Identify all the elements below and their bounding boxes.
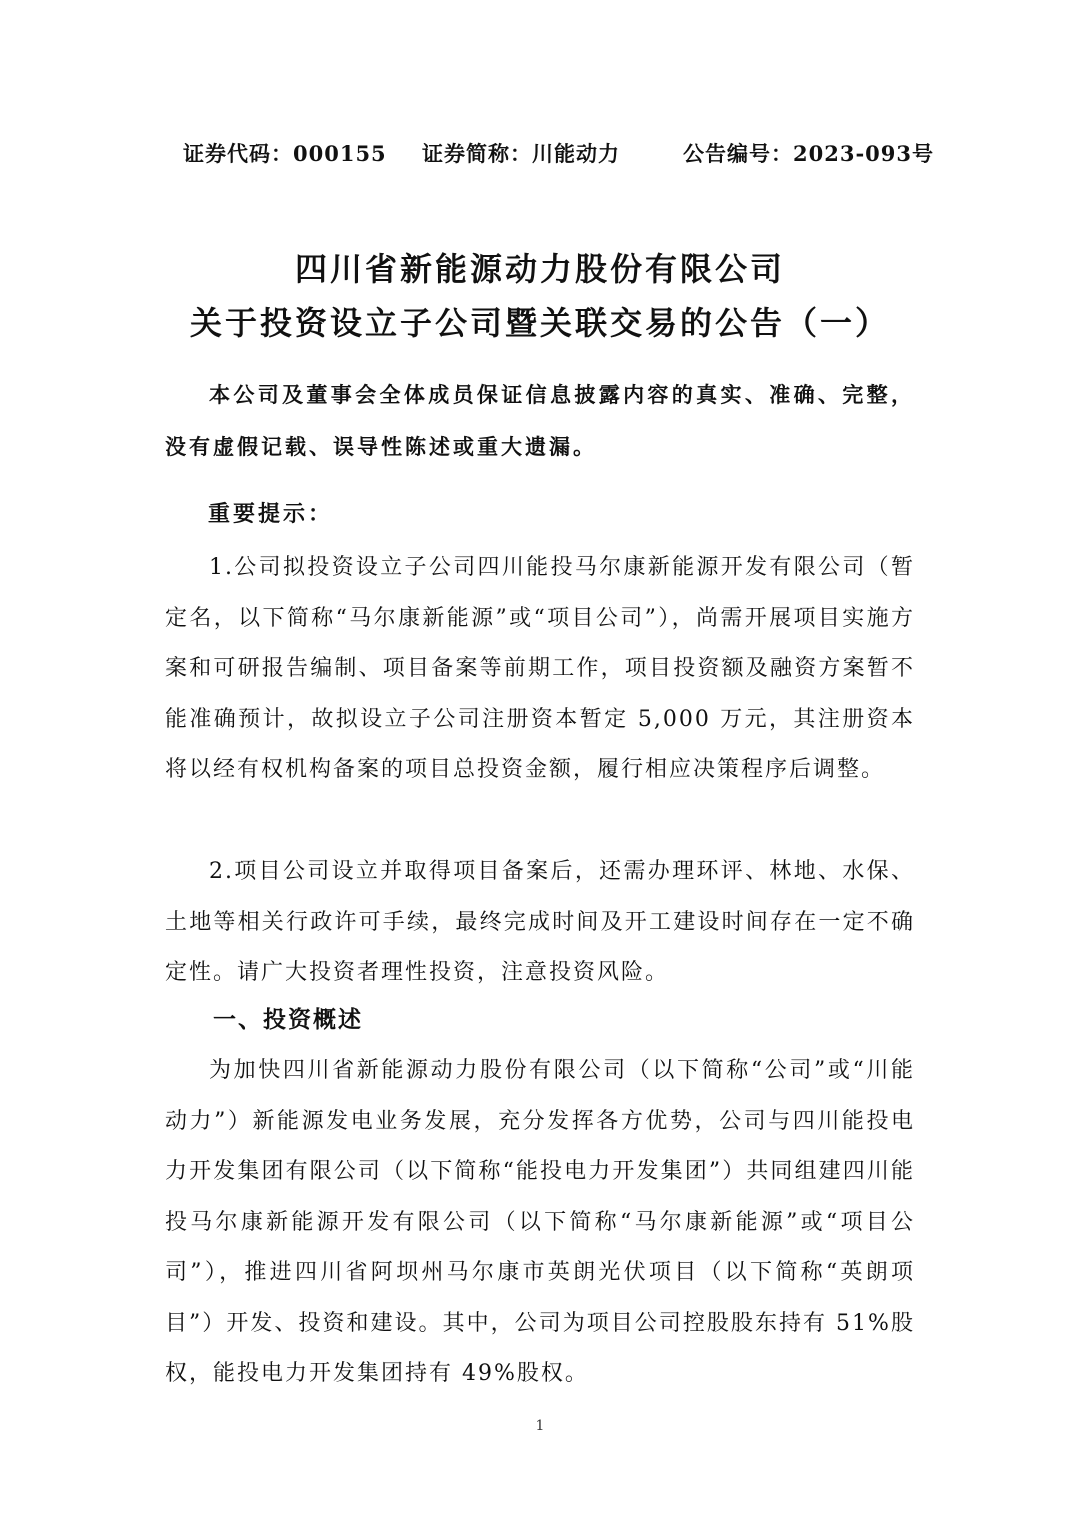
board-statement: 本公司及董事会全体成员保证信息披露内容的真实、准确、完整，没有虚假记载、误导性陈述或重大遗漏。 <box>165 382 915 459</box>
important-tips-heading: 重要提示： <box>208 501 334 527</box>
section-heading: 一、投资概述 <box>213 1006 363 1033</box>
announcement-title: 关于投资设立子公司暨关联交易的公告（一） <box>189 304 890 342</box>
security-code: 证券代码：000155 <box>183 141 387 166</box>
company-title: 四川省新能源动力股份有限公司 <box>294 250 785 288</box>
overview-paragraph: 为加快四川省新能源动力股份有限公司（以下简称“公司”或“川能动力”）新能源发电业务发展，充分发挥各方优势，公司与四川能投电力开发集团有限公司（以下简称“能投电力开发集团”）共同组建四川能投马尔康新能源开发有限公司（以下简称“马尔康新能源”或“项目公司”），推进四川省阿坝州马尔康市英朗光伏项目（以下简称“英朗项目”）开发、投资和建设。其中，公司为项目公司控股股东持有 51%股权，能投电力开发集团持有 49%股权。 <box>165 1058 915 1386</box>
security-name: 证券简称：川能动力 <box>422 141 620 166</box>
tip-item: 1.公司拟投资设立子公司四川能投马尔康新能源开发有限公司（暂定名，以下简称“马尔康新能源”或“项目公司”），尚需开展项目实施方案和可研报告编制、项目备案等前期工作，项目投资额及融资方案暂不能准确预计，故拟设立子公司注册资本暂定 5,000 万元，其注册资本将以经有权机构备案的项目总投资金额，履行相应决策程序后调整。 <box>165 555 915 782</box>
tip-item: 2.项目公司设立并取得项目备案后，还需办理环评、林地、水保、土地等相关行政许可手续，最终完成时间及开工建设时间存在一定不确定性。请广大投资者理性投资，注意投资风险。 <box>165 859 915 985</box>
announcement-number: 公告编号：2023-093号 <box>683 141 934 166</box>
page-number: 1 <box>535 1418 545 1434</box>
